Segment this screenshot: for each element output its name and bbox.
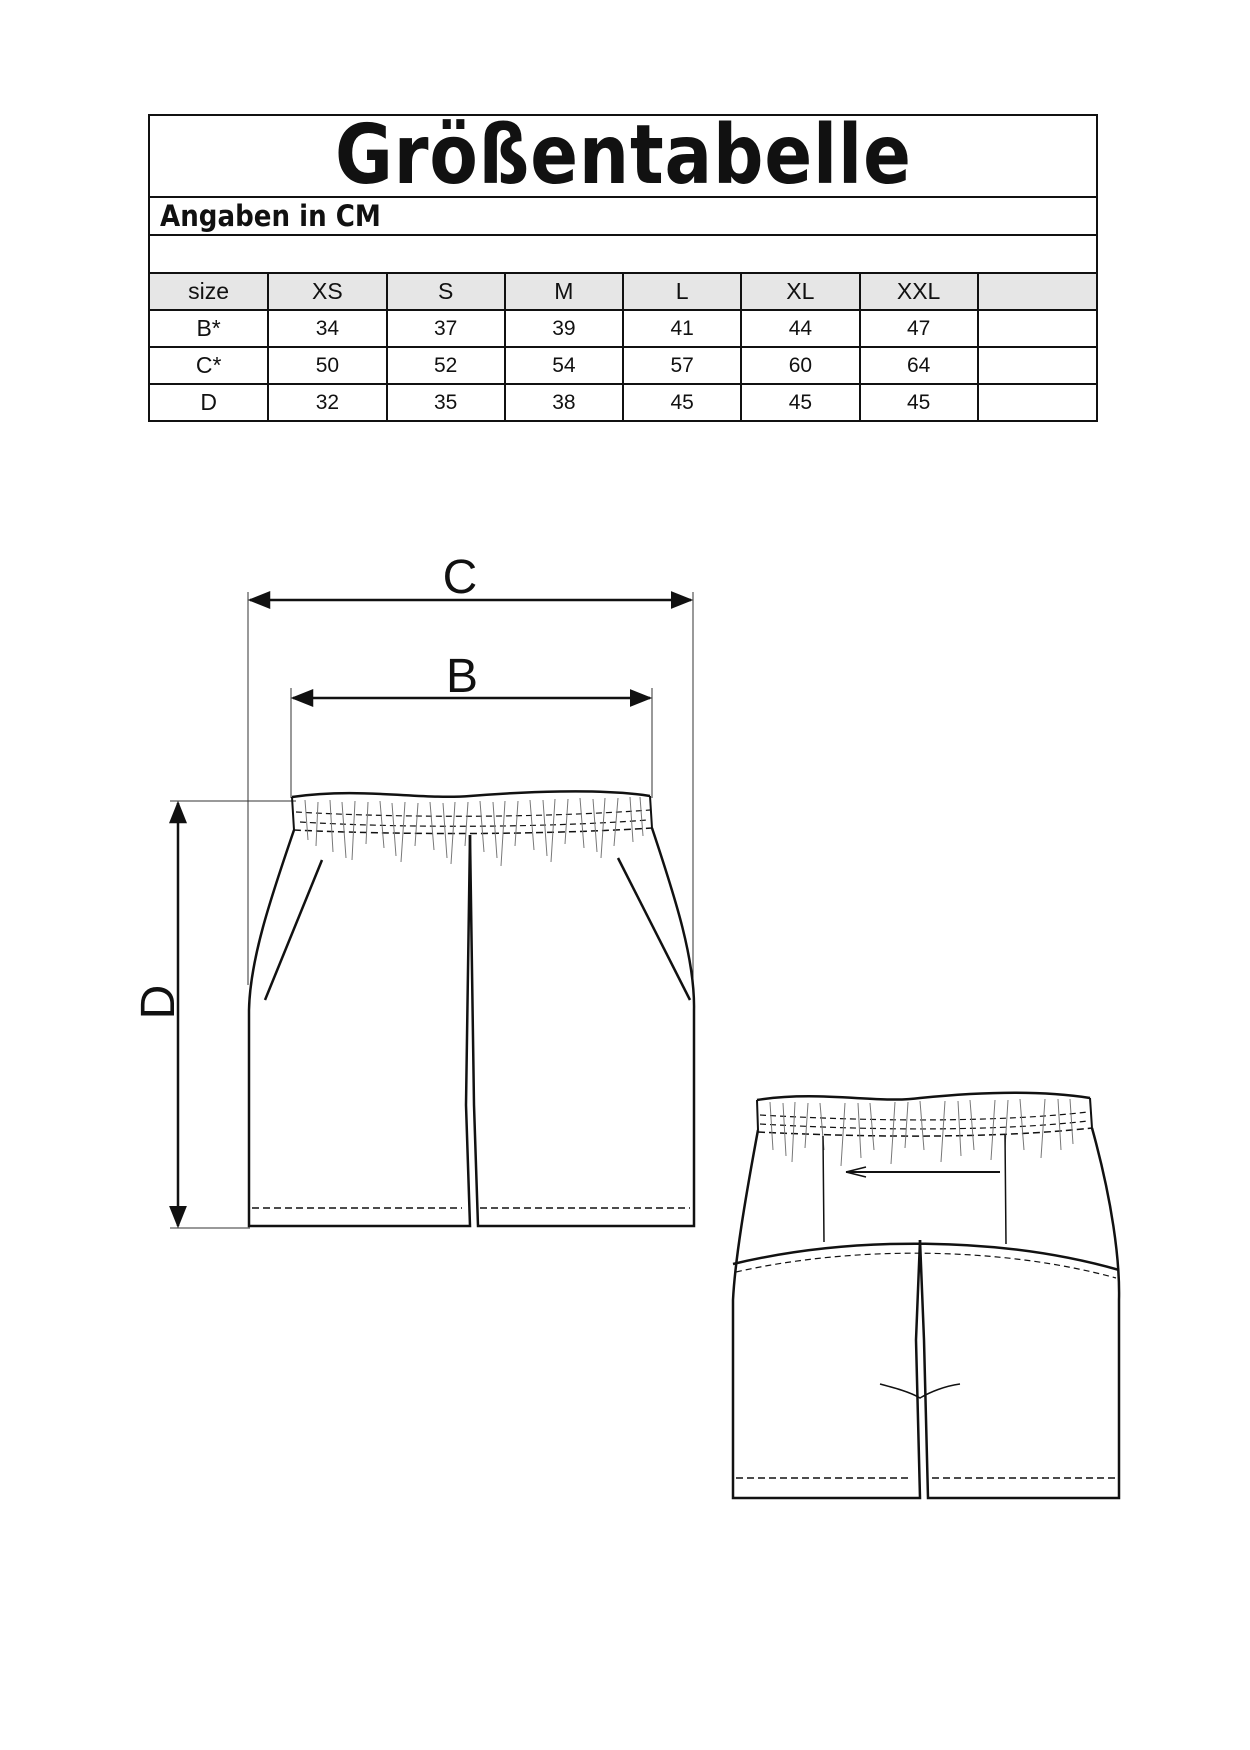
dimension-b-label: B	[445, 650, 479, 703]
table-cell: 64	[860, 347, 978, 384]
header-cell: L	[623, 274, 741, 310]
table-cell: 45	[860, 384, 978, 420]
chart-title: Größentabelle	[334, 108, 912, 203]
table-cell: 37	[387, 310, 505, 347]
table-cell: 52	[387, 347, 505, 384]
header-cell: XL	[741, 274, 859, 310]
row-label: B*	[150, 310, 268, 347]
shorts-back-view	[733, 1093, 1119, 1498]
table-cell: 45	[741, 384, 859, 420]
table-cell: 50	[268, 347, 386, 384]
header-cell: size	[150, 274, 268, 310]
table-cell: 32	[268, 384, 386, 420]
row-label: D	[150, 384, 268, 420]
row-label: C*	[150, 347, 268, 384]
header-cell: S	[387, 274, 505, 310]
dimension-b	[291, 650, 652, 798]
table-cell: 41	[623, 310, 741, 347]
table-cell: 57	[623, 347, 741, 384]
table-cell: 54	[505, 347, 623, 384]
table-cell: 47	[860, 310, 978, 347]
header-cell: M	[505, 274, 623, 310]
header-cell: XS	[268, 274, 386, 310]
table-cell: 35	[387, 384, 505, 420]
dimension-d	[132, 801, 296, 1228]
dimension-d-label: D	[132, 984, 185, 1020]
table-cell: 39	[505, 310, 623, 347]
unit-note: Angaben in CM	[160, 199, 381, 233]
table-cell: 38	[505, 384, 623, 420]
table-cell: 44	[741, 310, 859, 347]
table-cell: 45	[623, 384, 741, 420]
table-cell: 60	[741, 347, 859, 384]
table-cell: 34	[268, 310, 386, 347]
dimension-c-label: C	[442, 551, 478, 604]
header-cell: XXL	[860, 274, 978, 310]
shorts-front-view	[249, 791, 694, 1226]
